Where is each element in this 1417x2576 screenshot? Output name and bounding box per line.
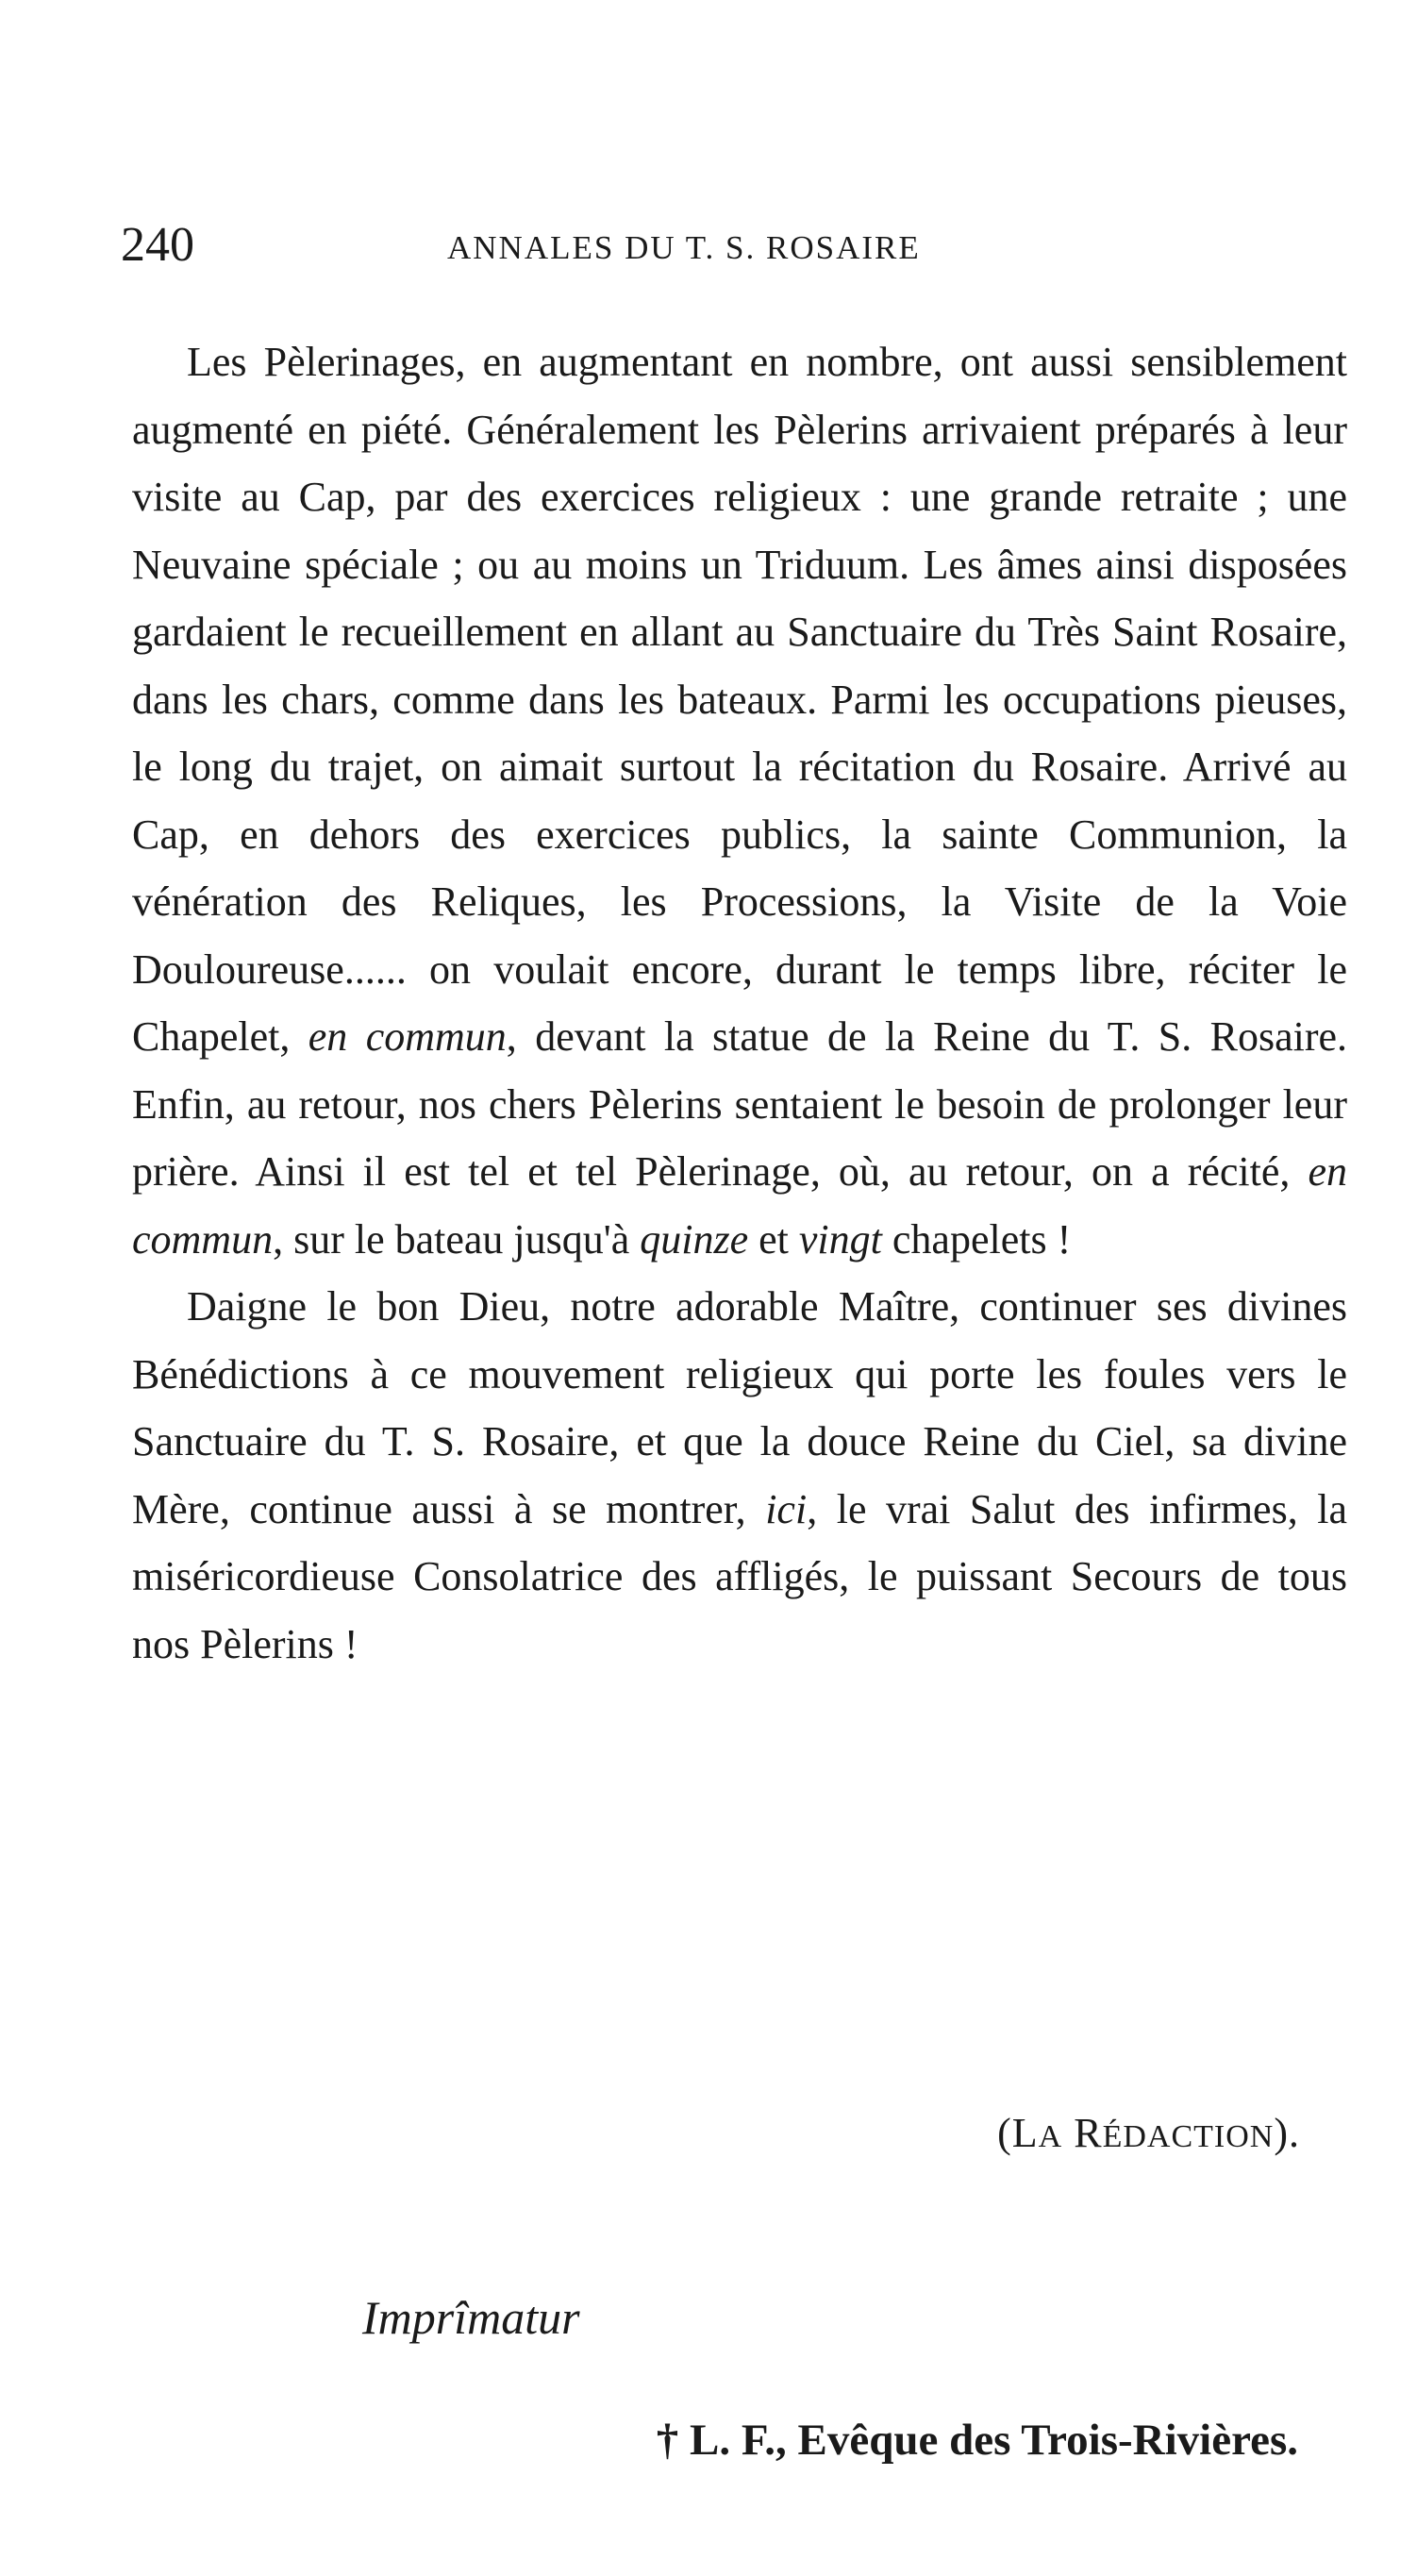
bishop-approval: † L. F., Evêque des Trois-Rivières.	[656, 2416, 1298, 2465]
italic-run: quinze	[640, 1215, 749, 1263]
paragraph	[132, 1273, 1347, 1678]
text-run: , sur le bateau jusqu'à	[273, 1215, 641, 1263]
italic-run: vingt	[798, 1215, 882, 1263]
page-number: 240	[121, 218, 194, 272]
signature-part: (L	[997, 2110, 1039, 2156]
signature-la-redaction	[997, 2105, 1300, 2166]
signature-part: ).	[1274, 2110, 1300, 2156]
italic-run: ici	[765, 1485, 808, 1532]
paragraph	[132, 328, 1347, 1273]
italic-run: en commun	[308, 1013, 507, 1060]
text-run: et	[748, 1215, 799, 1263]
text-run: Les Pèlerinages, en augmentant en nombre, ont aussi sensiblement augmenté en piété. Généralement les Pèlerins arrivaient préparés à leur visite au Cap, par des exercices religieux : une grande retraite ; une Neuvaine spéciale ; ou au moins un Triduum. Les âmes ainsi disposées gardaient le recueillement en allant au Sanctuaire du Très Saint Rosaire, dans les chars, comme dans les bateaux. Parmi les occupations pieuses, le long du trajet, on aimait surtout la récitation du Rosaire. Arrivé au Cap, en dehors des exercices publics, la sainte Communion, la vénération des Reliques, les Processions, la Visite de la Voie Douloureuse...... on voulait encore, durant le temps libre, réciter le Chapelet,	[132, 339, 1347, 1060]
text-run: Daigne le bon Dieu, notre adorable Maître, continuer ses divines Bénédictions à ce mouvement religieux qui porte les foules vers le Sanctuaire du T. S. Rosaire, et que la douce Reine du Ciel, sa divine Mère, continue aussi à se montrer,	[132, 1283, 1347, 1532]
text-run: , le vrai Salut des infirmes, la miséricordieuse Consolatrice des affligés, le puissant Secours de tous nos Pèlerins !	[132, 1485, 1347, 1667]
running-title: ANNALES DU T. S. ROSAIRE	[447, 229, 921, 266]
page-header	[121, 217, 1309, 274]
italic-run: en commun	[132, 1148, 1347, 1263]
signature-part: A	[1038, 2119, 1063, 2154]
text-run: , devant la statue de la Reine du T. S. Rosaire. Enfin, au retour, nos chers Pèlerins sentaient le besoin de prolonger leur prière. Ainsi il est tel et tel Pèlerinage, où, au retour, on a récité,	[132, 1013, 1348, 1195]
text-run: chapelets !	[881, 1215, 1072, 1263]
signature-part: ÉDACTION	[1102, 2119, 1275, 2154]
signature-part: R	[1062, 2110, 1103, 2156]
imprimatur: Imprîmatur	[362, 2291, 580, 2344]
article-body	[132, 328, 1347, 1678]
